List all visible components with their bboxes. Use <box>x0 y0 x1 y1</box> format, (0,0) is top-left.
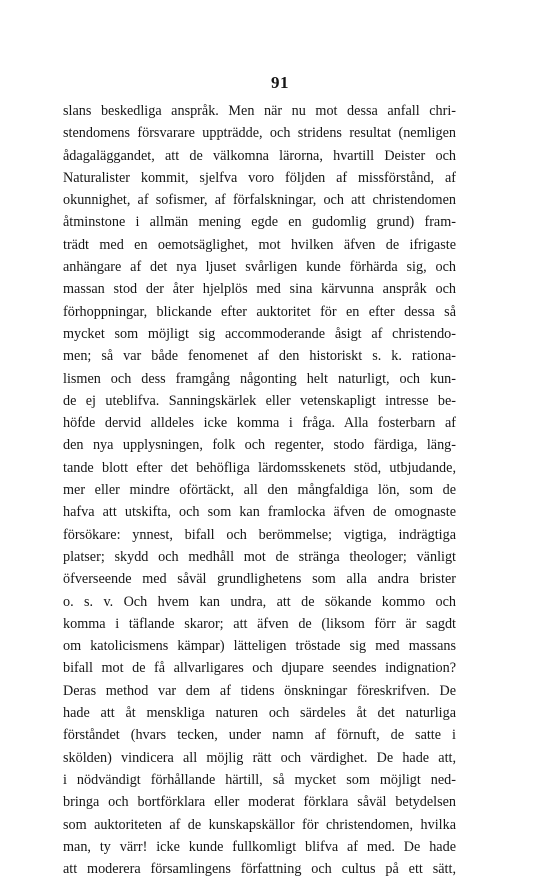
page-number: 91 <box>271 73 289 92</box>
text-line: förståndet (hvars tecken, under namn af förnuft, de satte i <box>63 727 456 744</box>
text-line: mer eller mindre oförtäckt, all den mångfaldiga lön, som de <box>63 482 456 499</box>
text-line: trädt med en oemotsäglighet, mot hvilken äfven de ifrigaste <box>63 236 456 253</box>
text-line: höfde dervid alldeles icke komma i fråga. Alla fosterbarn af <box>63 415 456 432</box>
text-line: hafva att utskifta, och som kan framlocka äfven de omognaste <box>63 504 456 521</box>
text-line: att moderera församlingens författning och cultus på ett sätt, <box>63 861 456 878</box>
text-line: man, ty värr! icke kunde fullkomligt blifva af med. De hade <box>63 838 456 855</box>
text-line: Deras method var dem af tidens önskningar föreskrifven. De <box>63 682 456 699</box>
text-line: den nya upplysningen, folk och regenter, stodo färdiga, läng- <box>63 437 456 454</box>
text-line: åtminstone i allmän mening egde en gudomlig grund) fram- <box>63 214 456 231</box>
text-line: hade att åt menskliga naturen och särdeles åt det naturliga <box>63 705 456 722</box>
text-line: skölden) vindicera all möjlig rätt och värdighet. De hade att, <box>63 749 456 766</box>
text-line: okunnighet, af sofismer, af förfalskningar, och att christendomen <box>63 192 456 209</box>
text-line: öfverseende med såväl grundlighetens som alla andra brister <box>63 571 456 588</box>
text-line: platser; skydd och medhåll mot de stränga theologer; vänligt <box>63 548 456 565</box>
text-line: som auktoriteten af de kunskapskällor för christendomen, hvilka <box>63 816 456 833</box>
text-line: Naturalister kommit, sjelfva voro följden af missförstånd, af <box>63 169 456 186</box>
text-line: de ej uteblifva. Sanningskärlek eller vetenskapligt intresse be- <box>63 392 456 409</box>
text-line: försökare: ynnest, bifall och berömmelse; vigtiga, indrägtiga <box>63 526 456 543</box>
text-line: slans beskedliga anspråk. Men när nu mot dessa anfall chri- <box>63 103 456 119</box>
body-text <box>63 100 456 880</box>
text-line: komma i täflande skaror; att äfven de (liksom förr är sagdt <box>63 615 456 632</box>
text-line: tande blott efter det behöfliga lärdomsskenets stöd, utbjudande, <box>63 459 456 476</box>
text-line: stendomens försvarare uppträdde, och stridens resultat (nemligen <box>63 125 456 142</box>
text-line: i nödvändigt förhållande härtill, så mycket som möjligt ned- <box>63 771 456 788</box>
text-line: bifall mot de få allvarligares och djupare seendes indignation? <box>63 660 456 677</box>
text-line: förhoppningar, blickande efter auktoritet för en efter dessa så <box>63 303 456 320</box>
text-line: anhängare af det nya ljuset svårligen kunde förhärda sig, och <box>63 259 456 276</box>
text-line: lismen och dess framgång någonting helt naturligt, och kun- <box>63 370 456 387</box>
text-line: massan stod der åter hjelplös med sina kärvunna anspråk och <box>63 281 456 298</box>
text-line: ådagaläggandet, att de välkomna lärorna, hvartill Deister och <box>63 147 456 164</box>
text-line: om katolicismens kämpar) lätteligen tröstade sig med massans <box>63 638 456 655</box>
text-line: bringa och bortförklara eller moderat förklara såväl betydelsen <box>63 794 456 811</box>
text-line: men; så var både fenomenet af den historiskt s. k. rationa- <box>63 348 456 365</box>
text-line: o. s. v. Och hvem kan undra, att de sökande kommo och <box>63 593 456 610</box>
text-line: mycket som möjligt sig accommoderande åsigt af christendo- <box>63 325 456 342</box>
